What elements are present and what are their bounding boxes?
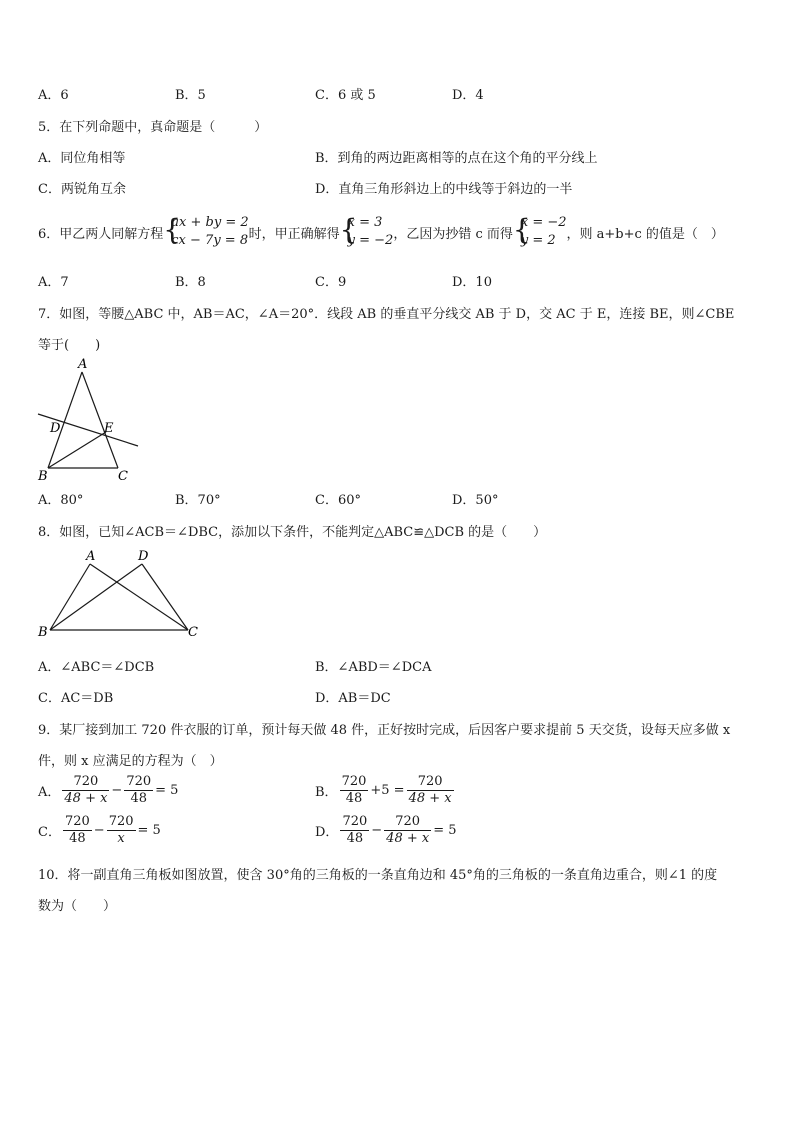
q6-system-equations: { ax + by = 2 cx − 7y = 8	[163, 213, 249, 248]
q9-option-c	[38, 814, 161, 847]
q6-option-b: B．8	[175, 275, 206, 290]
q6-sol1-y: y = −2	[347, 233, 394, 248]
q9-d-fraction-2: $\frac{720}{48 + x}$	[386, 814, 430, 846]
q7-side-ac	[82, 372, 118, 468]
q7-label-e: E	[104, 421, 114, 436]
q8-label-a: A	[86, 549, 96, 564]
q6-sol2-y: y = 2	[520, 233, 556, 248]
q6-sol2-x: x = −2	[520, 215, 567, 230]
q9-a-equals: = 5	[155, 783, 179, 798]
q4-option-d: D．4	[452, 88, 484, 103]
q7-triangle-figure	[34, 356, 144, 484]
q9-c-equals: = 5	[137, 823, 161, 838]
q9-option-a	[38, 774, 178, 807]
q9-b-fraction-2: $\frac{720}{48 + x}$	[408, 774, 452, 806]
q6-sol1-x: x = 3	[347, 215, 383, 230]
q6-option-c: C．9	[315, 275, 347, 290]
q7-stem-line-2: 等于( )	[38, 338, 101, 353]
q9-c-label: C．	[38, 825, 61, 840]
q7-side-ab	[48, 372, 82, 468]
q8-option-d: D．AB＝DC	[315, 691, 391, 706]
q7-label-a: A	[78, 357, 88, 372]
q6-option-d: D．10	[452, 275, 492, 290]
q7-label-b: B	[38, 469, 48, 484]
q8-segment-db	[50, 564, 142, 630]
q9-a-minus: −	[111, 783, 123, 798]
q6-text-1: 6．甲乙两人同解方程	[38, 226, 164, 242]
q9-a-label: A．	[38, 785, 61, 800]
q7-label-d: D	[50, 421, 61, 436]
q5-option-a: A．同位角相等	[38, 151, 126, 166]
q9-option-d	[315, 814, 457, 847]
q8-label-b: B	[38, 625, 48, 640]
q8-option-c: C．AC＝DB	[38, 691, 114, 706]
q9-d-fraction-1: $\frac{720}{48}$	[342, 814, 368, 846]
q5-stem: 5．在下列命题中，真命题是（ ）	[38, 120, 268, 135]
q6-solution-1: { x = 3 y = −2	[339, 213, 394, 248]
q5-option-c: C．两锐角互余	[38, 182, 126, 197]
q10-stem-line-2: 数为（ ）	[38, 899, 117, 914]
q6-option-a: A．7	[38, 275, 69, 290]
q9-a-fraction-2: $\frac{720}{48}$	[126, 774, 152, 806]
q6-text-4: ，则 a+b+c 的值是（ ）	[566, 226, 724, 242]
q9-b-fraction-1: $\frac{720}{48}$	[341, 774, 367, 806]
q8-label-d: D	[138, 549, 149, 564]
q9-stem-line-1: 9．某厂接到加工 720 件衣服的订单，预计每天做 48 件，正好按时完成，后因客户要求提前 5 天交货，设每天应多做 x	[38, 723, 731, 738]
q9-c-minus: −	[93, 823, 105, 838]
q8-triangles-figure	[34, 546, 204, 642]
q7-segment-be	[48, 432, 106, 468]
q8-label-c: C	[188, 625, 198, 640]
q9-b-plus: +5 =	[370, 783, 405, 798]
q7-option-d: D．50°	[452, 493, 499, 508]
q4-option-a: A．6	[38, 88, 69, 103]
q10-stem-line-1: 10．将一副直角三角板如图放置，使含 30°角的三角板的一条直角边和 45°角的三角板的一条直角边重合，则∠1 的度	[38, 868, 718, 883]
q8-segment-ab	[50, 564, 90, 630]
q7-option-b: B．70°	[175, 493, 221, 508]
q9-c-fraction-1: $\frac{720}{48}$	[64, 814, 90, 846]
q7-option-c: C．60°	[315, 493, 361, 508]
q7-label-c: C	[118, 469, 128, 484]
q9-b-label: B．	[315, 785, 338, 800]
q9-a-fraction-1: $\frac{720}{48 + x}$	[64, 774, 108, 806]
q6-text-3: ，乙因为抄错 c 而得	[393, 226, 513, 242]
q4-option-b: B．5	[175, 88, 206, 103]
q4-option-c: C．6 或 5	[315, 88, 376, 103]
q9-option-b	[315, 774, 456, 807]
q8-stem: 8．如图，已知∠ACB＝∠DBC，添加以下条件，不能判定△ABC≌△DCB 的是（ ）	[38, 525, 547, 540]
q7-stem-line-1: 7．如图，等腰△ABC 中，AB＝AC，∠A＝20°．线段 AB 的垂直平分线交 AB 于 D，交 AC 于 E，连接 BE，则∠CBE	[38, 307, 735, 322]
q5-option-d: D．直角三角形斜边上的中线等于斜边的一半	[315, 182, 573, 197]
q9-d-label: D．	[315, 825, 339, 840]
q6-eq-1: ax + by = 2	[171, 215, 249, 230]
q9-d-equals: = 5	[433, 823, 457, 838]
q9-c-fraction-2: $\frac{720}{x}$	[108, 814, 134, 846]
q8-segment-ac	[90, 564, 188, 630]
q8-option-a: A．∠ABC＝∠DCB	[38, 660, 155, 675]
q9-d-minus: −	[371, 823, 383, 838]
q6-eq-2: cx − 7y = 8	[171, 233, 249, 248]
q7-option-a: A．80°	[38, 493, 84, 508]
q6-text-2: 时，甲正确解得	[248, 226, 340, 242]
q5-option-b: B．到角的两边距离相等的点在这个角的平分线上	[315, 151, 598, 166]
q6-stem	[38, 207, 724, 257]
q8-option-b: B．∠ABD＝∠DCA	[315, 660, 432, 675]
q8-segment-dc	[142, 564, 188, 630]
q9-stem-line-2: 件，则 x 应满足的方程为（ ）	[38, 754, 223, 769]
q6-solution-2: { x = −2 y = 2	[512, 213, 567, 248]
